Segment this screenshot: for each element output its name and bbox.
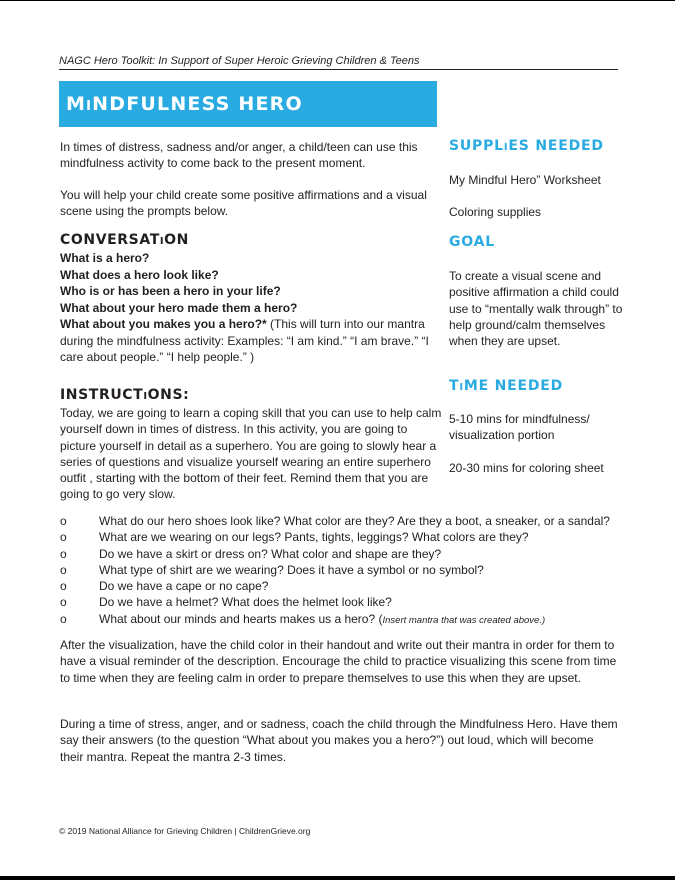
question-item: What about your hero made them a hero? xyxy=(60,300,298,315)
bullet-note: Insert mantra that was created above.) xyxy=(382,614,546,626)
supplies-heading: SUPPLiES NEEDED xyxy=(449,138,604,154)
bullet-item: o Do we have a skirt or dress on? What color and shape are they? xyxy=(60,546,442,561)
supply-item: Coloring supplies xyxy=(449,205,542,219)
bullet-marker: o xyxy=(60,546,67,561)
bullet-item: o What are we wearing on our legs? Pants, tights, leggings? What colors are they? xyxy=(60,530,529,545)
mantra-question: What about you makes you a hero?* xyxy=(60,317,267,331)
supply-item: My Mindful Hero” Worksheet xyxy=(449,173,601,187)
page-bottom-border xyxy=(0,876,675,880)
intro-section xyxy=(60,139,444,219)
conversation-heading: CONVERSATiON xyxy=(60,232,189,248)
running-head: NAGC Hero Toolkit: In Support of Super Heroic Grieving Children & Teens xyxy=(59,55,420,67)
time-heading: TiME NEEDED xyxy=(449,378,564,394)
instructions-heading: INSTRUCTiONS: xyxy=(60,387,190,403)
goal-heading: GOAL xyxy=(449,234,495,250)
closing-paragraph-2: During a time of stress, anger, and or sadness, coach the child through the Mindfulness Hero. Have them say their answers (to the question “What about you makes you a hero?”) out loud, which will become their mantra. Repeat the mantra 2-3 times. xyxy=(60,717,618,764)
conversation-questions xyxy=(60,250,444,366)
bullet-marker: o xyxy=(60,562,67,577)
question-item: Who is or has been a hero in your life? xyxy=(60,284,281,298)
closing-paragraph-1: After the visualization, have the child color in their handout and write out their mantra in order for them to have a visual reminder of the description. Encourage the child to practice visualizing this scene from time to time when they are feeling calm in order to prepare themselves to use this when they are upset. xyxy=(60,638,617,685)
bullet-marker: o xyxy=(60,611,67,626)
question-item: What does a hero look like? xyxy=(60,267,219,282)
bullet-item: o Do we have a helmet? What does the helmet look like? xyxy=(60,595,392,610)
page-top-border xyxy=(0,0,675,1)
bullet-marker: o xyxy=(60,579,67,594)
header-rule xyxy=(59,69,618,70)
bullet-item: o Do we have a cape or no cape? xyxy=(60,579,269,594)
page-title: MiNDFULNESS HERO xyxy=(66,93,303,115)
bullet-item: o What do our hero shoes look like? What color are they? Are they a boot, a sneaker, or a sandal? xyxy=(60,514,610,528)
bullet-marker: o xyxy=(60,595,67,610)
time-item-1: 5-10 mins for mindfulness/ visualization portion xyxy=(449,412,590,443)
intro-paragraph-1: In times of distress, sadness and/or anger, a child/teen can use this mindfulness activity to come back to the present moment. xyxy=(60,140,418,170)
visualization-bullets xyxy=(60,513,620,627)
bullet-item: o What about our minds and hearts makes us a hero? (Insert mantra that was created above.) xyxy=(60,611,546,626)
question-item-mantra xyxy=(60,316,444,366)
bullet-marker: o xyxy=(60,530,67,545)
instructions-text: Today, we are going to learn a coping skill that you can use to help calm yourself down in times of distress. In this activity, you are going to picture yourself in detail as a superhero. You are going to slowly hear a series of questions and visualize yourself wearing an entire superhero outfit , starting with the bottom of their feet. Remind them that you are going to go very slow. xyxy=(60,406,442,502)
bullet-marker: o xyxy=(60,514,67,528)
time-item-2: 20-30 mins for coloring sheet xyxy=(449,461,604,475)
intro-paragraph-2: You will help your child create some positive affirmations and a visual scene using the prompts below. xyxy=(60,188,427,218)
bullet-item: o What type of shirt are we wearing? Does it have a symbol or no symbol? xyxy=(60,562,484,577)
mantra-explanation: (This will turn into our mantra during the mindfulness activity: Examples: “I am kind.” “I am brave.” “I care about people.” “I help people.” ) xyxy=(60,317,429,364)
title-banner xyxy=(59,81,437,127)
question-item: What is a hero? xyxy=(60,251,150,265)
supplies-list-2 xyxy=(449,204,624,220)
copyright-footer: © 2019 National Alliance for Grieving Children | ChildrenGrieve.org xyxy=(59,826,311,836)
goal-text: To create a visual scene and positive affirmation a child could use to “mentally walk through” to help ground/calm themselves when they are upset. xyxy=(449,269,623,349)
supplies-list xyxy=(449,172,624,188)
